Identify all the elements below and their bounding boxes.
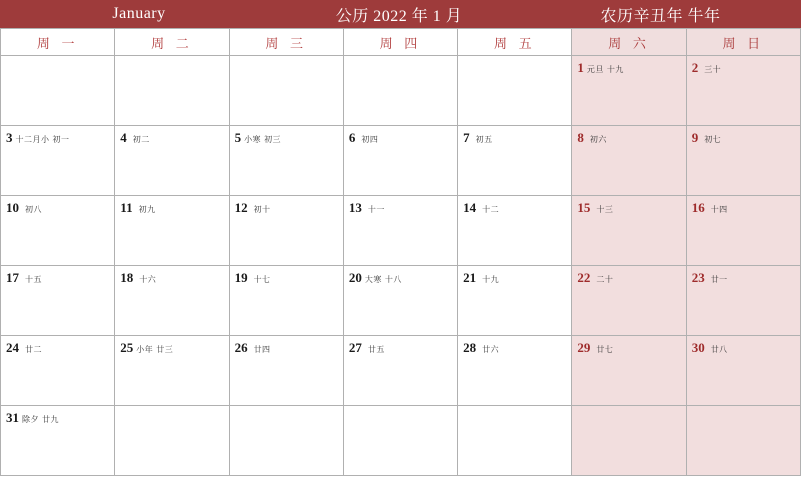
calendar-week-row xyxy=(1,126,801,196)
day-number: 16 xyxy=(691,200,705,215)
day-cell xyxy=(572,196,686,266)
day-solar-term: 除夕 xyxy=(22,415,39,424)
day-lunar: 三十 xyxy=(704,65,722,74)
day-cell xyxy=(572,56,686,126)
calendar-week-row xyxy=(1,336,801,406)
day-solar-term: 小寒 xyxy=(244,135,262,144)
day-lunar: 十七 xyxy=(253,275,271,284)
day-number: 18 xyxy=(120,270,134,285)
day-cell xyxy=(572,336,686,406)
month-name-english: January xyxy=(112,5,166,22)
day-cell xyxy=(229,126,343,196)
day-cell xyxy=(343,126,457,196)
lunar-year-label: 农历辛丑年 牛年 xyxy=(600,7,721,25)
day-lunar: 初四 xyxy=(361,135,379,144)
day-number: 17 xyxy=(6,270,19,285)
weekday-header-row xyxy=(1,29,801,56)
day-lunar: 初一 xyxy=(52,135,70,144)
calendar-week-row xyxy=(1,406,801,476)
day-number: 20 xyxy=(348,270,362,285)
day-cell xyxy=(686,336,800,406)
day-number: 12 xyxy=(234,200,248,215)
day-cell xyxy=(115,336,229,406)
day-number: 23 xyxy=(691,270,705,285)
day-cell xyxy=(1,126,115,196)
day-cell xyxy=(1,266,115,336)
day-number: 10 xyxy=(6,200,19,215)
day-number: 3 xyxy=(6,130,13,145)
day-number: 11 xyxy=(120,200,133,215)
day-number: 24 xyxy=(6,340,19,355)
day-number: 14 xyxy=(463,200,477,215)
day-lunar: 初七 xyxy=(704,135,722,144)
day-solar-term: 小年 xyxy=(136,345,154,354)
day-cell xyxy=(458,56,572,126)
day-lunar: 廿八 xyxy=(710,345,728,354)
weekday-header-wed: 周 三 xyxy=(229,29,343,56)
day-lunar: 初三 xyxy=(264,135,282,144)
day-lunar: 廿四 xyxy=(253,345,271,354)
day-cell xyxy=(572,266,686,336)
day-lunar: 初八 xyxy=(25,205,42,214)
day-number: 2 xyxy=(691,60,699,75)
weekday-header-mon: 周 一 xyxy=(1,29,115,56)
day-lunar: 廿九 xyxy=(42,415,59,424)
day-cell xyxy=(572,126,686,196)
day-cell xyxy=(1,406,115,476)
day-number: 29 xyxy=(577,340,591,355)
day-lunar: 十五 xyxy=(25,275,42,284)
day-cell xyxy=(115,126,229,196)
calendar-title-bar xyxy=(0,0,801,28)
day-number: 9 xyxy=(691,130,699,145)
day-cell xyxy=(458,126,572,196)
day-number: 30 xyxy=(691,340,705,355)
day-cell xyxy=(115,406,229,476)
day-lunar: 廿五 xyxy=(367,345,385,354)
day-number: 31 xyxy=(6,410,19,425)
day-number: 22 xyxy=(577,270,591,285)
day-cell xyxy=(572,406,686,476)
day-number: 26 xyxy=(234,340,248,355)
day-lunar: 廿六 xyxy=(482,345,500,354)
day-cell xyxy=(686,406,800,476)
calendar-week-row xyxy=(1,196,801,266)
day-cell xyxy=(1,196,115,266)
weekday-header-thu: 周 四 xyxy=(343,29,457,56)
day-number: 5 xyxy=(234,130,242,145)
day-number: 27 xyxy=(348,340,362,355)
day-lunar: 廿二 xyxy=(25,345,42,354)
day-cell xyxy=(686,266,800,336)
day-cell xyxy=(458,196,572,266)
day-number: 1 xyxy=(577,60,584,75)
day-lunar: 十八 xyxy=(384,275,402,284)
day-cell xyxy=(343,266,457,336)
day-lunar: 廿七 xyxy=(596,345,614,354)
day-lunar: 初十 xyxy=(253,205,271,214)
calendar-week-row xyxy=(1,266,801,336)
day-lunar: 十九 xyxy=(606,65,624,74)
weekday-header-sun: 周 日 xyxy=(686,29,800,56)
day-cell xyxy=(229,266,343,336)
day-cell xyxy=(229,336,343,406)
day-number: 7 xyxy=(463,130,470,145)
day-lunar: 十二 xyxy=(482,205,500,214)
day-cell xyxy=(343,196,457,266)
day-lunar: 初二 xyxy=(132,135,150,144)
day-cell xyxy=(229,196,343,266)
day-number: 25 xyxy=(120,340,134,355)
weekday-header-tue: 周 二 xyxy=(115,29,229,56)
day-lunar: 初五 xyxy=(475,135,493,144)
day-lunar: 初九 xyxy=(138,205,156,214)
day-cell xyxy=(458,406,572,476)
day-cell xyxy=(229,406,343,476)
day-solar-term: 大寒 xyxy=(364,275,382,284)
day-lunar: 廿三 xyxy=(156,345,174,354)
day-number: 6 xyxy=(348,130,356,145)
day-number: 13 xyxy=(348,200,362,215)
day-cell xyxy=(686,126,800,196)
day-number: 15 xyxy=(577,200,591,215)
day-number: 8 xyxy=(577,130,584,145)
day-lunar: 十四 xyxy=(710,205,728,214)
day-solar-term: 十二月小 xyxy=(15,135,50,144)
day-cell xyxy=(458,266,572,336)
weekday-header-sat: 周 六 xyxy=(572,29,686,56)
day-cell xyxy=(686,56,800,126)
day-cell xyxy=(1,336,115,406)
day-cell xyxy=(115,56,229,126)
day-lunar: 十六 xyxy=(139,275,157,284)
day-cell xyxy=(115,266,229,336)
day-number: 4 xyxy=(120,130,127,145)
weekday-header-fri: 周 五 xyxy=(458,29,572,56)
day-cell xyxy=(458,336,572,406)
day-cell xyxy=(686,196,800,266)
day-number: 21 xyxy=(463,270,477,285)
day-cell xyxy=(229,56,343,126)
calendar-grid xyxy=(0,28,801,476)
day-lunar: 廿一 xyxy=(710,275,728,284)
day-lunar: 二十 xyxy=(596,275,614,284)
day-number: 19 xyxy=(234,270,248,285)
day-cell xyxy=(343,336,457,406)
calendar-week-row xyxy=(1,56,801,126)
day-cell xyxy=(1,56,115,126)
calendar-body xyxy=(1,56,801,476)
day-number: 28 xyxy=(463,340,477,355)
gregorian-date-label: 公历 2022 年 1 月 xyxy=(335,7,463,25)
day-cell xyxy=(343,406,457,476)
day-cell xyxy=(115,196,229,266)
day-lunar: 十九 xyxy=(482,275,500,284)
day-lunar: 初六 xyxy=(589,135,607,144)
day-solar-term: 元旦 xyxy=(586,65,604,74)
day-lunar: 十一 xyxy=(367,205,385,214)
day-lunar: 十三 xyxy=(596,205,614,214)
day-cell xyxy=(343,56,457,126)
